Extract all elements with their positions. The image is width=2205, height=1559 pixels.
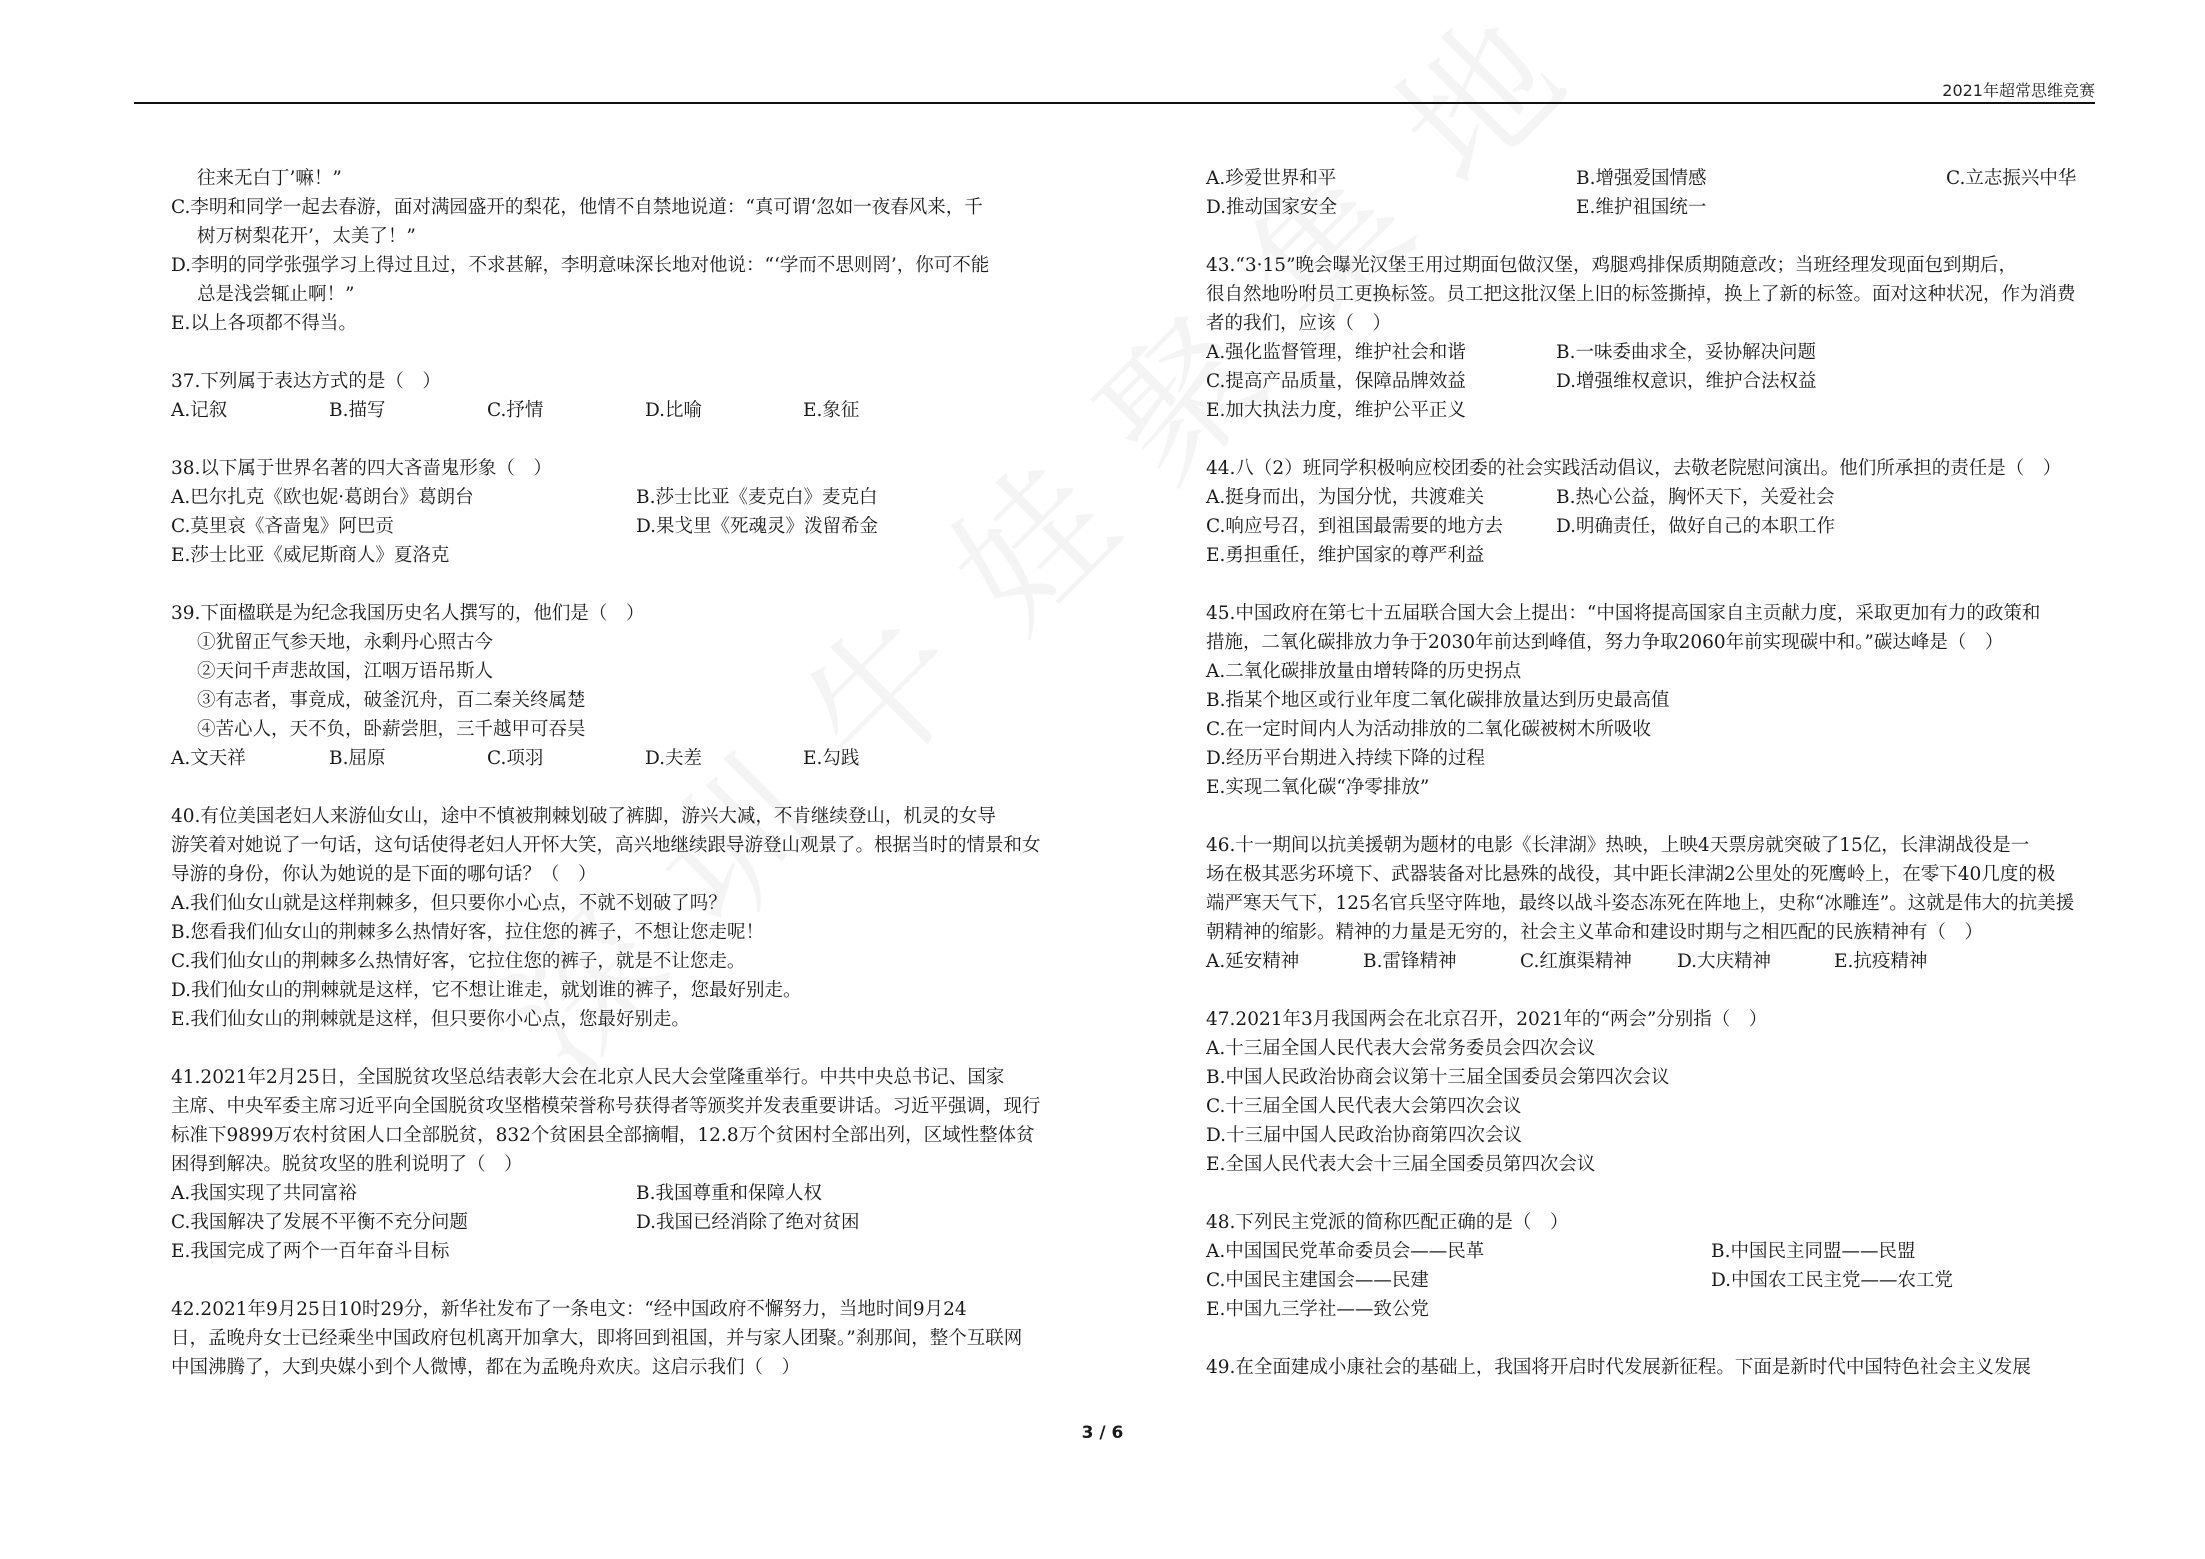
right-column	[1206, 164, 2082, 1411]
q43-stem-3: 者的我们，应该（ ）	[1206, 313, 1392, 334]
q40-option-b: B.您看我们仙女山的荆棘多么热情好客，拉住您的裤子，不想让您走呢！	[171, 922, 764, 943]
q43-option-a: A.强化监督管理，维护社会和谐	[1206, 342, 1466, 363]
q38-stem: 38.以下属于世界名著的四大吝啬鬼形象（ ）	[171, 458, 552, 479]
q38-option-c: C.莫里哀《吝啬鬼》阿巴贡	[171, 516, 394, 537]
q39-couplet-3: ③有志者，事竟成，破釜沉舟，百二秦关终属楚	[197, 690, 586, 711]
q36-option-e: E.以上各项都不得当。	[171, 313, 357, 334]
q40-stem-3: 导游的身份，你认为她说的是下面的哪句话？（ ）	[171, 864, 597, 885]
q40-option-a: A.我们仙女山就是这样荆棘多，但只要你小心点，不就不划破了吗？	[171, 893, 727, 914]
q42-stem-2: 日，孟晚舟女士已经乘坐中国政府包机离开加拿大，即将回到祖国，并与家人团聚。”刹那间，整个互联网	[171, 1328, 1023, 1349]
q43-stem-1: 43.“3·15”晚会曝光汉堡王用过期面包做汉堡，鸡腿鸡排保质期随意改；当班经理发现面包到期后，	[1206, 255, 2018, 276]
q48-option-c: C.中国民主建国会——民建	[1206, 1270, 1429, 1291]
q48-option-d: D.中国农工民主党——农工党	[1711, 1270, 1954, 1291]
q43-stem-2: 很自然地吩咐员工更换标签。员工把这批汉堡上旧的标签撕掉，换上了新的标签。面对这种状况，作为消费	[1206, 284, 2076, 305]
q45-option-d: D.经历平台期进入持续下降的过程	[1206, 748, 1486, 769]
q48-stem-1: 48.下列民主党派的简称匹配正确的是（ ）	[1206, 1212, 1569, 1233]
q48-row1	[1206, 1237, 2082, 1266]
q39-option-b: B.屈原	[329, 748, 386, 769]
q46-stem-4: 朝精神的缩影。精神的力量是无穷的，社会主义革命和建设时期与之相匹配的民族精神有（ ）	[1206, 922, 1984, 943]
q48-option-b: B.中国民主同盟——民盟	[1711, 1241, 1916, 1262]
q37-stem: 37.下列属于表达方式的是（ ）	[171, 371, 441, 392]
q37-option-d: D.比喻	[645, 400, 703, 421]
question-49	[1206, 1353, 2082, 1382]
question-46	[1206, 831, 2082, 976]
q45-option-e: E.实现二氧化碳“净零排放”	[1206, 777, 1430, 798]
q42-row2	[1206, 193, 2082, 222]
q37-option-e: E.象征	[803, 400, 860, 421]
q47-option-c: C.十三届全国人民代表大会第四次会议	[1206, 1096, 1522, 1117]
q43-row2	[1206, 367, 2082, 396]
q46-option-c: C.红旗渠精神	[1520, 951, 1632, 972]
q43-option-b: B.一味委曲求全，妥协解决问题	[1556, 342, 1816, 363]
q46-option-b: B.雷锋精神	[1363, 951, 1457, 972]
q41-option-a: A.我国实现了共同富裕	[171, 1183, 357, 1204]
q38-option-e: E.莎士比亚《威尼斯商人》夏洛克	[171, 545, 450, 566]
q36-option-d: D.李明的同学张强学习上得过且过，不求甚解，李明意味深长地对他说：“‘学而不思则罔’，你可不能	[171, 255, 990, 276]
q47-option-e: E.全国人民代表大会十三届全国委员第四次会议	[1206, 1154, 1596, 1175]
q42-option-b: B.增强爱国情感	[1576, 168, 1707, 189]
question-47	[1206, 1005, 2082, 1179]
q44-option-c: C.响应号召，到祖国最需要的地方去	[1206, 516, 1503, 537]
q39-option-d: D.夫差	[645, 748, 703, 769]
q42-option-c: C.立志振兴中华	[1946, 168, 2077, 189]
left-column	[171, 164, 1051, 1411]
q47-stem-1: 47.2021年3月我国两会在北京召开，2021年的“两会”分别指（ ）	[1206, 1009, 1768, 1030]
q49-stem-1: 49.在全面建成小康社会的基础上，我国将开启时代发展新征程。下面是新时代中国特色社会主义发展	[1206, 1357, 2031, 1378]
q42-option-a: A.珍爱世界和平	[1206, 168, 1337, 189]
q48-option-e: E.中国九三学社——致公党	[1206, 1299, 1429, 1320]
q41-row2	[171, 1208, 1051, 1237]
q37-option-b: B.描写	[329, 400, 386, 421]
question-39	[171, 599, 1051, 773]
question-42	[171, 1295, 1051, 1382]
q45-option-a: A.二氧化碳排放量由增转降的历史拐点	[1206, 661, 1522, 682]
q40-option-c: C.我们仙女山的荆棘多么热情好客，它拉住您的裤子，就是不让您走。	[171, 951, 746, 972]
q43-option-c: C.提高产品质量，保障品牌效益	[1206, 371, 1466, 392]
q43-row1	[1206, 338, 2082, 367]
q41-option-c: C.我国解决了发展不平衡不充分问题	[171, 1212, 468, 1233]
q42-option-e: E.维护祖国统一	[1576, 197, 1707, 218]
q41-option-e: E.我国完成了两个一百年奋斗目标	[171, 1241, 450, 1262]
q39-couplet-4: ④苦心人，天不负，卧薪尝胆，三千越甲可吞吴	[197, 719, 586, 740]
question-45	[1206, 599, 2082, 802]
q45-stem-2: 措施，二氧化碳排放力争于2030年前达到峰值，努力争取2060年前实现碳中和。”碳达峰是（ ）	[1206, 632, 2004, 653]
q41-option-b: B.我国尊重和保障人权	[636, 1183, 822, 1204]
question-48	[1206, 1208, 2082, 1324]
q38-option-a: A.巴尔扎克《欧也妮·葛朗台》葛朗台	[171, 487, 474, 508]
q40-stem-1: 40.有位美国老妇人来游仙女山，途中不慎被荆棘划破了裤脚，游兴大减，不肯继续登山，机灵的女导	[171, 806, 996, 827]
q46-stem-3: 端严寒天气下，125名官兵坚守阵地，最终以战斗姿态冻死在阵地上，史称“冰雕连”。这就是伟大的抗美援	[1206, 893, 2075, 914]
q40-option-d: D.我们仙女山的荆棘就是这样，它不想让谁走，就划谁的裤子，您最好别走。	[171, 980, 802, 1001]
q44-stem-1: 44.八（2）班同学积极响应校团委的社会实践活动倡议，去敬老院慰问演出。他们所承担的责任是（ ）	[1206, 458, 2062, 479]
q40-option-e: E.我们仙女山的荆棘就是这样，但只要你小心点，您最好别走。	[171, 1009, 690, 1030]
q47-option-b: B.中国人民政治协商会议第十三届全国委员会第四次会议	[1206, 1067, 1670, 1088]
header-rule	[134, 102, 2095, 104]
q39-option-a: A.文天祥	[171, 748, 246, 769]
q40-stem-2: 游笑着对她说了一句话，这句话使得老妇人开怀大笑，高兴地继续跟导游登山观景了。根据当时的情景和女	[171, 835, 1041, 856]
question-36-continued	[171, 164, 1051, 338]
q47-option-a: A.十三届全国人民代表大会常务委员会四次会议	[1206, 1038, 1596, 1059]
question-38	[171, 454, 1051, 570]
q36-option-c-cont: 树万树梨花开’，太美了！”	[197, 226, 416, 247]
q41-stem-1: 41.2021年2月25日，全国脱贫攻坚总结表彰大会在北京人民大会堂隆重举行。中共中央总书记、国家	[171, 1067, 1005, 1088]
q39-stem: 39.下面楹联是为纪念我国历史名人撰写的，他们是（ ）	[171, 603, 645, 624]
q48-option-a: A.中国国民党革命委员会——民革	[1206, 1241, 1485, 1262]
q43-option-e: E.加大执法力度，维护公平正义	[1206, 400, 1466, 421]
q45-option-b: B.指某个地区或行业年度二氧化碳排放量达到历史最高值	[1206, 690, 1670, 711]
q42-row1	[1206, 164, 2082, 193]
q44-option-e: E.勇担重任，维护国家的尊严利益	[1206, 545, 1485, 566]
q46-stem-2: 场在极其恶劣环境下、武器装备对比悬殊的战役，其中距长津湖2公里处的死鹰岭上，在零下40几度的极	[1206, 864, 2056, 885]
question-40	[171, 802, 1051, 1034]
q46-options	[1206, 947, 2082, 976]
q38-row1	[171, 483, 1051, 512]
q48-row2	[1206, 1266, 2082, 1295]
q46-option-e: E.抗疫精神	[1834, 951, 1928, 972]
q42-option-d: D.推动国家安全	[1206, 197, 1338, 218]
question-44	[1206, 454, 2082, 570]
q41-stem-3: 标准下9899万农村贫困人口全部脱贫，832个贫困县全部摘帽，12.8万个贫困村全部出列，区域性整体贫	[171, 1125, 1035, 1146]
q46-option-d: D.大庆精神	[1677, 951, 1772, 972]
question-42-options	[1206, 164, 2082, 222]
q41-stem-2: 主席、中央军委主席习近平向全国脱贫攻坚楷模荣誉称号获得者等颁奖并发表重要讲话。习近平强调，现行	[171, 1096, 1041, 1117]
q38-option-b: B.莎士比亚《麦克白》麦克白	[636, 487, 878, 508]
header-title: 2021年超常思维竞赛	[1942, 81, 2095, 100]
q38-option-d: D.果戈里《死魂灵》泼留希金	[636, 516, 879, 537]
q37-option-c: C.抒情	[487, 400, 544, 421]
question-41	[171, 1063, 1051, 1266]
q45-stem-1: 45.中国政府在第七十五届联合国大会上提出：“中国将提高国家自主贡献力度，采取更加有力的政策和	[1206, 603, 2041, 624]
q42-stem-3: 中国沸腾了，大到央媒小到个人微博，都在为孟晚舟欢庆。这启示我们（ ）	[171, 1357, 801, 1378]
q41-option-d: D.我国已经消除了绝对贫困	[636, 1212, 860, 1233]
q41-row1	[171, 1179, 1051, 1208]
q42-stem-1: 42.2021年9月25日10时29分，新华社发布了一条电文：“经中国政府不懈努力，当地时间9月24	[171, 1299, 967, 1320]
q37-option-a: A.记叙	[171, 400, 228, 421]
q37-options	[171, 396, 1051, 425]
q39-couplet-1: ①犹留正气参天地，永剩丹心照古今	[197, 632, 494, 653]
question-43	[1206, 251, 2082, 425]
q38-row2	[171, 512, 1051, 541]
page-number: 3 / 6	[1081, 1423, 1124, 1443]
q44-option-a: A.挺身而出，为国分忧，共渡难关	[1206, 487, 1485, 508]
question-37	[171, 367, 1051, 425]
q39-option-e: E.勾践	[803, 748, 860, 769]
q36-option-d-cont: 总是浅尝辄止啊！”	[197, 284, 355, 305]
q47-option-d: D.十三届中国人民政治协商第四次会议	[1206, 1125, 1523, 1146]
q44-option-b: B.热心公益，胸怀天下，关爱社会	[1556, 487, 1835, 508]
q36-option-c: C.李明和同学一起去春游，面对满园盛开的梨花，他情不自禁地说道：“真可谓‘忽如一夜春风来，千	[171, 197, 983, 218]
q44-option-d: D.明确责任，做好自己的本职工作	[1556, 516, 1836, 537]
q44-row2	[1206, 512, 2082, 541]
q39-couplet-2: ②天问千声悲故国，江咽万语吊斯人	[197, 661, 494, 682]
q36-line: 往来无白丁’嘛！”	[197, 168, 342, 189]
q39-option-c: C.项羽	[487, 748, 544, 769]
q46-stem-1: 46.十一期间以抗美援朝为题材的电影《长津湖》热映，上映4天票房就突破了15亿，长津湖战役是一	[1206, 835, 2030, 856]
q46-option-a: A.延安精神	[1206, 951, 1300, 972]
q39-options	[171, 744, 1051, 773]
q41-stem-4: 困得到解决。脱贫攻坚的胜利说明了（ ）	[171, 1154, 523, 1175]
q43-option-d: D.增强维权意识，维护合法权益	[1556, 371, 1817, 392]
q44-row1	[1206, 483, 2082, 512]
q45-option-c: C.在一定时间内人为活动排放的二氧化碳被树木所吸收	[1206, 719, 1651, 740]
